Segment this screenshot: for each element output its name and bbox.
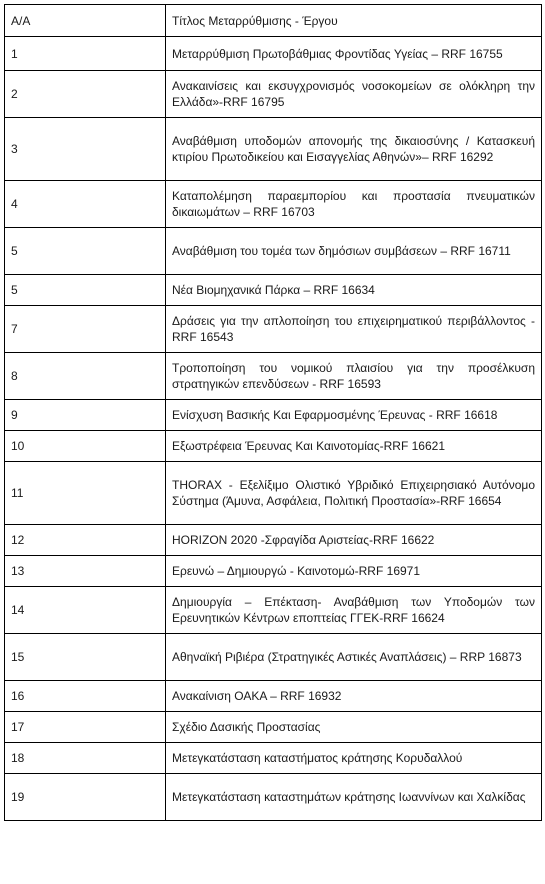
row-number: 2 <box>5 71 166 118</box>
header-number: Α/Α <box>5 5 166 37</box>
table-row <box>5 181 542 228</box>
row-title: Νέα Βιομηχανικά Πάρκα – RRF 16634 <box>166 275 542 306</box>
row-title: Μετεγκατάσταση καταστημάτων κράτησης Ιωαννίνων και Χαλκίδας <box>166 774 542 821</box>
row-number: 15 <box>5 634 166 681</box>
row-title: Σχέδιο Δασικής Προστασίας <box>166 712 542 743</box>
table-row <box>5 556 542 587</box>
header-title: Τίτλος Μεταρρύθμισης - Έργου <box>166 5 542 37</box>
row-number: 10 <box>5 431 166 462</box>
reform-projects-table <box>4 4 542 821</box>
row-title: Αναβάθμιση υποδομών απονομής της δικαιοσύνης / Κατασκευή κτιρίου Πρωτοδικείου και Εισαγγελίας Αθηνών»– RRF 16292 <box>166 118 542 181</box>
table-row <box>5 712 542 743</box>
row-title: Δημιουργία – Επέκταση- Αναβάθμιση των Υποδομών των Ερευνητικών Κέντρων εποπτείας ΓΓΕΚ-RRF 16624 <box>166 587 542 634</box>
table-row <box>5 275 542 306</box>
row-number: 17 <box>5 712 166 743</box>
row-title: Τροποποίηση του νομικού πλαισίου για την προσέλκυση στρατηγικών επενδύσεων - RRF 16593 <box>166 353 542 400</box>
row-number: 19 <box>5 774 166 821</box>
table-row <box>5 37 542 71</box>
row-title: Ενίσχυση Βασικής Και Εφαρμοσμένης Έρευνας - RRF 16618 <box>166 400 542 431</box>
row-number: 18 <box>5 743 166 774</box>
row-title: Ανακαίνιση ΟΑΚΑ – RRF 16932 <box>166 681 542 712</box>
table-body <box>5 37 542 821</box>
table-row <box>5 400 542 431</box>
table-row <box>5 774 542 821</box>
row-title: Αθηναϊκή Ριβιέρα (Στρατηγικές Αστικές Αναπλάσεις) – RRP 16873 <box>166 634 542 681</box>
row-title: Καταπολέμηση παραεμπορίου και προστασία πνευματικών δικαιωμάτων – RRF 16703 <box>166 181 542 228</box>
table-row <box>5 634 542 681</box>
row-number: 5 <box>5 228 166 275</box>
row-number: 1 <box>5 37 166 71</box>
table-row <box>5 118 542 181</box>
table-row <box>5 681 542 712</box>
table-header-row <box>5 5 542 37</box>
row-title: Ερευνώ – Δημιουργώ - Καινοτομώ-RRF 16971 <box>166 556 542 587</box>
row-number: 12 <box>5 525 166 556</box>
row-title: THORAX - Εξελίξιμο Ολιστικό Υβριδικό Επιχειρησιακό Αυτόνομο Σύστημα (Άμυνα, Ασφάλεια, Πολιτική Προστασία»-RRF 16654 <box>166 462 542 525</box>
table-row <box>5 743 542 774</box>
table-row <box>5 431 542 462</box>
row-number: 7 <box>5 306 166 353</box>
table-row <box>5 525 542 556</box>
row-number: 13 <box>5 556 166 587</box>
table-row <box>5 587 542 634</box>
row-number: 4 <box>5 181 166 228</box>
row-title: Μετεγκατάσταση καταστήματος κράτησης Κορυδαλλού <box>166 743 542 774</box>
table-row <box>5 353 542 400</box>
row-number: 8 <box>5 353 166 400</box>
row-number: 16 <box>5 681 166 712</box>
table-row <box>5 462 542 525</box>
row-title: Ανακαινίσεις και εκσυγχρονισμός νοσοκομείων σε ολόκληρη την Ελλάδα»-RRF 16795 <box>166 71 542 118</box>
row-title: Δράσεις για την απλοποίηση του επιχειρηματικού περιβάλλοντος - RRF 16543 <box>166 306 542 353</box>
row-number: 9 <box>5 400 166 431</box>
row-title: HORIZON 2020 -Σφραγίδα Αριστείας-RRF 16622 <box>166 525 542 556</box>
row-number: 14 <box>5 587 166 634</box>
row-title: Αναβάθμιση του τομέα των δημόσιων συμβάσεων – RRF 16711 <box>166 228 542 275</box>
table-row <box>5 306 542 353</box>
row-number: 11 <box>5 462 166 525</box>
row-number: 5 <box>5 275 166 306</box>
row-number: 3 <box>5 118 166 181</box>
row-title: Εξωστρέφεια Έρευνας Και Καινοτομίας-RRF 16621 <box>166 431 542 462</box>
table-row <box>5 71 542 118</box>
row-title: Μεταρρύθμιση Πρωτοβάθμιας Φροντίδας Υγείας – RRF 16755 <box>166 37 542 71</box>
table-row <box>5 228 542 275</box>
